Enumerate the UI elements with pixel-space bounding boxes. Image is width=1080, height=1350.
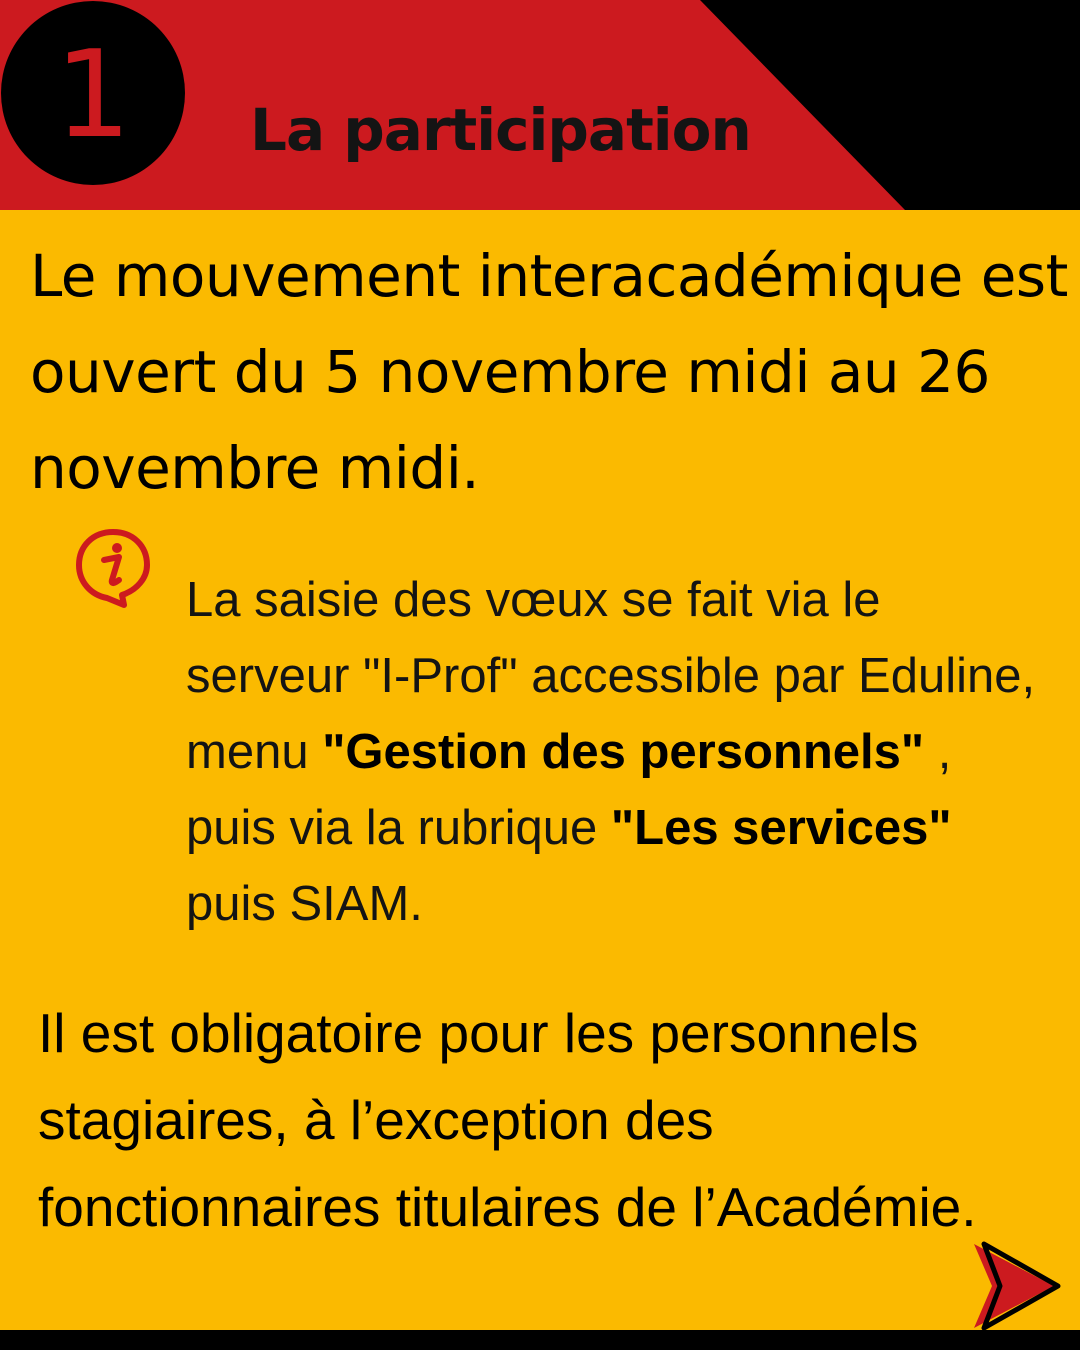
rubrique-les-services: "Les services" — [610, 801, 952, 855]
menu-gestion-personnels: "Gestion des personnels" — [322, 725, 925, 779]
obligation-text: Il est obligatoire pour les personnels stagiaires, à l’exception des fonctionnaires titulaires de l’Académie. — [38, 1002, 977, 1238]
bottom-bar — [0, 1330, 1080, 1350]
step-number: 1 — [54, 26, 132, 165]
info-text-part3: puis SIAM. — [186, 877, 423, 931]
page-title: La participation — [250, 96, 751, 164]
info-speech-bubble-icon — [72, 526, 154, 610]
next-arrow-icon[interactable] — [970, 1238, 1062, 1332]
info-text-part2: , puis via la rubrique — [186, 725, 952, 855]
info-text — [186, 562, 1046, 942]
intro-text: Le mouvement interacadémique est ouvert du 5 novembre midi au 26 novembre midi. — [30, 242, 1068, 502]
info-text-part1: La saisie des vœux se fait via le serveur "I-Prof" accessible par Eduline, menu — [186, 573, 1036, 779]
